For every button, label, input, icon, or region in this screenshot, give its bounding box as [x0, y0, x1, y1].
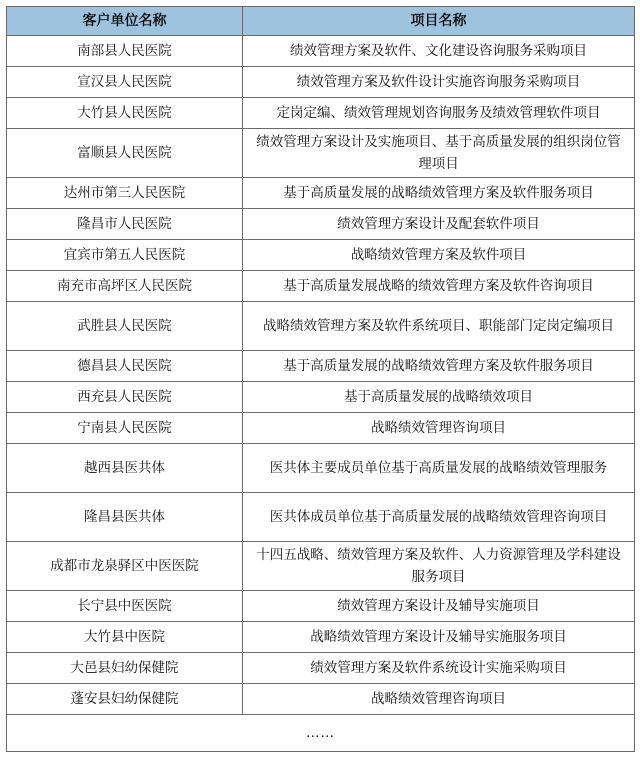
- header-row: [7, 7, 635, 36]
- project-cell: 医共体成员单位基于高质量发展的战略绩效管理咨询项目: [243, 493, 635, 542]
- table-row: [7, 413, 635, 444]
- client-cell: 达州市第三人民医院: [7, 178, 243, 209]
- project-cell: 战略绩效管理咨询项目: [243, 684, 635, 715]
- table-row: [7, 653, 635, 684]
- client-cell: 德昌县人民医院: [7, 351, 243, 382]
- client-cell: 宣汉县人民医院: [7, 67, 243, 98]
- table-row: [7, 302, 635, 351]
- client-cell: 武胜县人民医院: [7, 302, 243, 351]
- table-row: [7, 271, 635, 302]
- table-row: [7, 444, 635, 493]
- project-cell: 绩效管理方案设计及配套软件项目: [243, 209, 635, 240]
- table-row: [7, 98, 635, 129]
- header-project-name: 项目名称: [243, 7, 635, 36]
- table-row: [7, 493, 635, 542]
- table-row: [7, 129, 635, 178]
- client-projects-table: [6, 6, 635, 752]
- project-cell: 战略绩效管理方案及软件项目: [243, 240, 635, 271]
- table-row: [7, 382, 635, 413]
- table-row: [7, 684, 635, 715]
- project-cell: 战略绩效管理方案及软件系统项目、职能部门定岗定编项目: [243, 302, 635, 351]
- table-row: [7, 240, 635, 271]
- ellipsis-row: [7, 715, 635, 752]
- project-cell: 绩效管理方案设计及实施项目、基于高质量发展的组织岗位管理项目: [243, 129, 635, 178]
- client-cell: 越西县医共体: [7, 444, 243, 493]
- client-cell: 南部县人民医院: [7, 36, 243, 67]
- table-row: [7, 209, 635, 240]
- project-cell: 定岗定编、绩效管理规划咨询服务及绩效管理软件项目: [243, 98, 635, 129]
- client-cell: 隆昌县医共体: [7, 493, 243, 542]
- project-cell: 基于高质量发展的战略绩效管理方案及软件服务项目: [243, 178, 635, 209]
- client-cell: 大竹县中医院: [7, 622, 243, 653]
- client-cell: 南充市高坪区人民医院: [7, 271, 243, 302]
- project-cell: 战略绩效管理方案设计及辅导实施服务项目: [243, 622, 635, 653]
- project-cell: 绩效管理方案及软件设计实施咨询服务采购项目: [243, 67, 635, 98]
- client-cell: 大邑县妇幼保健院: [7, 653, 243, 684]
- table-row: [7, 351, 635, 382]
- project-cell: 十四五战略、绩效管理方案及软件、人力资源管理及学科建设服务项目: [243, 542, 635, 591]
- client-cell: 蓬安县妇幼保健院: [7, 684, 243, 715]
- project-cell: 基于高质量发展的战略绩效管理方案及软件服务项目: [243, 351, 635, 382]
- client-cell: 长宁县中医医院: [7, 591, 243, 622]
- table-row: [7, 622, 635, 653]
- client-cell: 成都市龙泉驿区中医医院: [7, 542, 243, 591]
- ellipsis-cell: ……: [7, 715, 635, 752]
- table-row: [7, 36, 635, 67]
- project-cell: 绩效管理方案设计及辅导实施项目: [243, 591, 635, 622]
- client-cell: 隆昌市人民医院: [7, 209, 243, 240]
- project-cell: 战略绩效管理咨询项目: [243, 413, 635, 444]
- project-cell: 绩效管理方案及软件、文化建设咨询服务采购项目: [243, 36, 635, 67]
- table-row: [7, 591, 635, 622]
- project-cell: 基于高质量发展战略的绩效管理方案及软件咨询项目: [243, 271, 635, 302]
- table-row: [7, 178, 635, 209]
- project-cell: 绩效管理方案及软件系统设计实施采购项目: [243, 653, 635, 684]
- client-cell: 宜宾市第五人民医院: [7, 240, 243, 271]
- client-cell: 富顺县人民医院: [7, 129, 243, 178]
- table-row: [7, 542, 635, 591]
- client-cell: 宁南县人民医院: [7, 413, 243, 444]
- project-cell: 医共体主要成员单位基于高质量发展的战略绩效管理服务: [243, 444, 635, 493]
- header-client-unit: 客户单位名称: [7, 7, 243, 36]
- project-cell: 基于高质量发展的战略绩效项目: [243, 382, 635, 413]
- client-cell: 大竹县人民医院: [7, 98, 243, 129]
- table-row: [7, 67, 635, 98]
- client-cell: 西充县人民医院: [7, 382, 243, 413]
